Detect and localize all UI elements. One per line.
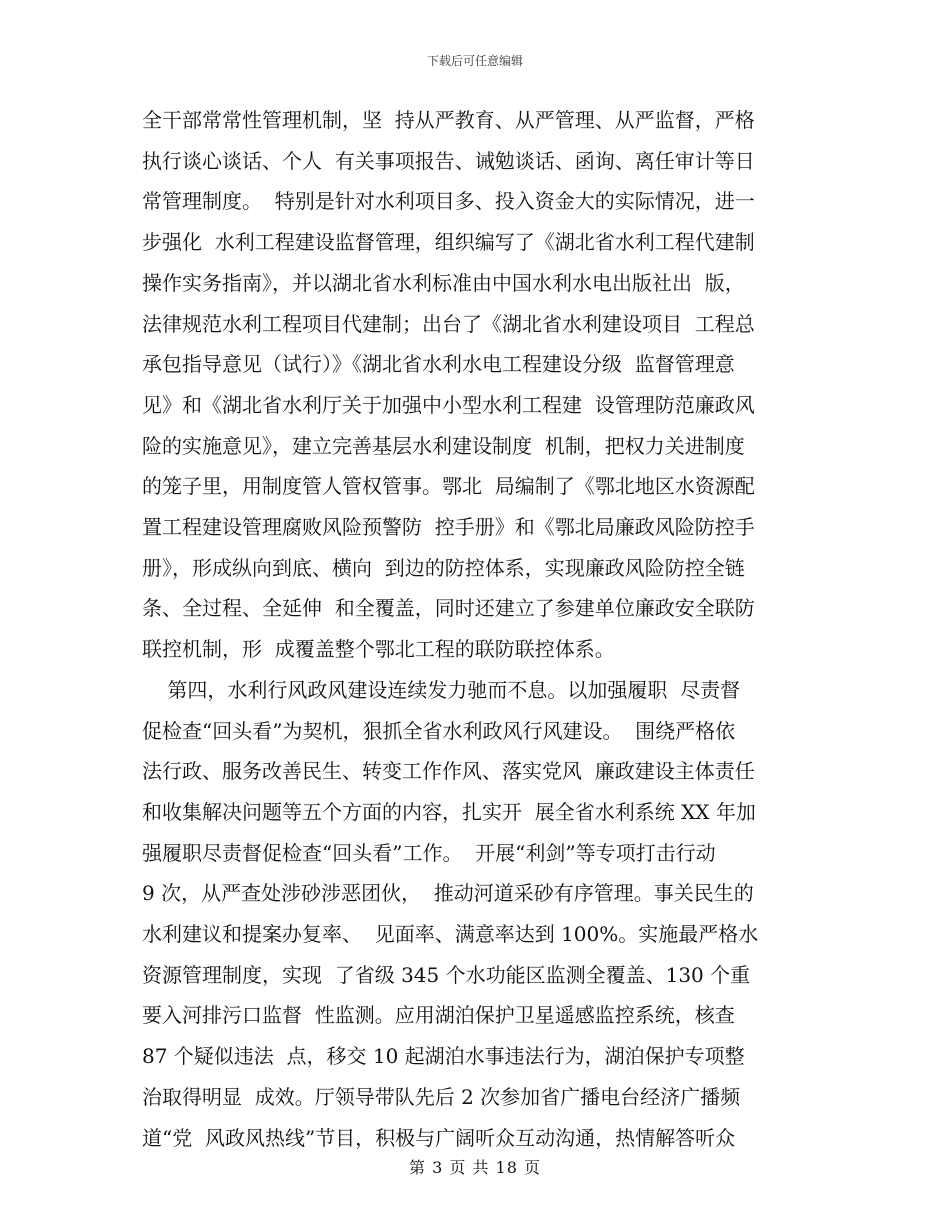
text-line: 强履职尽责督促检查“回头看”工作。 开展“利剑”等专项打击行动: [142, 840, 716, 865]
text-line: 操作实务指南》，并以湖北省水利标准由中国水利水电出版社出 版，: [142, 270, 745, 295]
text-line: 要入河排污口监督 性监测。应用湖泊保护卫星遥感监控系统，核查: [142, 1003, 735, 1028]
text-line: 步强化 水利工程建设监督管理，组织编写了《湖北省水利工程代建制: [142, 230, 755, 255]
text-line: 置工程建设管理腐败风险预警防 控手册》和《鄂北局廉政风险防控手: [142, 515, 755, 539]
text-line: 联控机制，形 成覆盖整个鄂北工程的联防联控体系。: [142, 637, 615, 662]
text-line: 水利建议和提案办复率、 见面率、满意率达到 100%。实施最严格水: [142, 922, 759, 946]
text-line: 的笼子里，用制度管人管权管事。鄂北 局编制了《鄂北地区水资源配: [142, 474, 755, 499]
text-line: 条、全过程、全延伸 和全覆盖，同时还建立了参建单位廉政安全联防: [142, 596, 755, 621]
text-line: 促检查“回头看”为契机，狠抓全省水利政风行风建设。 围绕严格依: [142, 718, 736, 743]
text-line: 执行谈心谈话、个人 有关事项报告、诫勉谈话、函询、离任审计等日: [142, 148, 755, 173]
text-line: 第四，水利行风政风建设连续发力驰而不息。以加强履职 尽责督: [142, 677, 741, 702]
text-line: 险的实施意见》，建立完善基层水利建设制度 机制，把权力关进制度: [142, 433, 745, 458]
text-line: 全干部常常性管理机制，坚 持从严教育、从严管理、从严监督，严格: [142, 108, 755, 132]
text-line: 资源管理制度，实现 了省级 345 个水功能区监测全覆盖、130 个重: [142, 962, 751, 987]
text-line: 和收集解决问题等五个方面的内容，扎实开 展全省水利系统 XX 年加: [142, 799, 756, 824]
text-line: 9 次，从严查处涉砂涉恶团伙， 推动河道采砂有序管理。事关民生的: [142, 881, 754, 906]
text-line: 承包指导意见（试行）》《湖北省水利水电工程建设分级 监督管理意: [142, 352, 735, 377]
text-line: 见》和《湖北省水利厅关于加强中小型水利工程建 设管理防范廉政风: [142, 392, 755, 417]
text-line: 法律规范水利工程项目代建制；出台了《湖北省水利建设项目 工程总: [142, 311, 755, 336]
text-line: 87 个疑似违法 点，移交 10 起湖泊水事违法行为，湖泊保护专项整: [142, 1044, 745, 1069]
page-header: 下载后可任意编辑: [426, 54, 523, 68]
text-line: 册》，形成纵向到底、横向 到边的防控体系，实现廉政风险防控全链: [142, 555, 745, 580]
page-footer: 第 3 页 共 18 页: [409, 1158, 541, 1177]
text-line: 道“党 风政风热线”节目，积极与广阔听众互动沟通，热情解答听众: [142, 1125, 736, 1150]
text-line: 法行政、服务改善民生、转变工作作风、落实党风 廉政建设主体责任: [142, 759, 755, 784]
text-line: 治取得明显 成效。厅领导带队先后 2 次参加省广播电台经济广播频: [142, 1084, 741, 1109]
text-line: 常管理制度。 特别是针对水利项目多、投入资金大的实际情况，进一: [142, 189, 755, 214]
